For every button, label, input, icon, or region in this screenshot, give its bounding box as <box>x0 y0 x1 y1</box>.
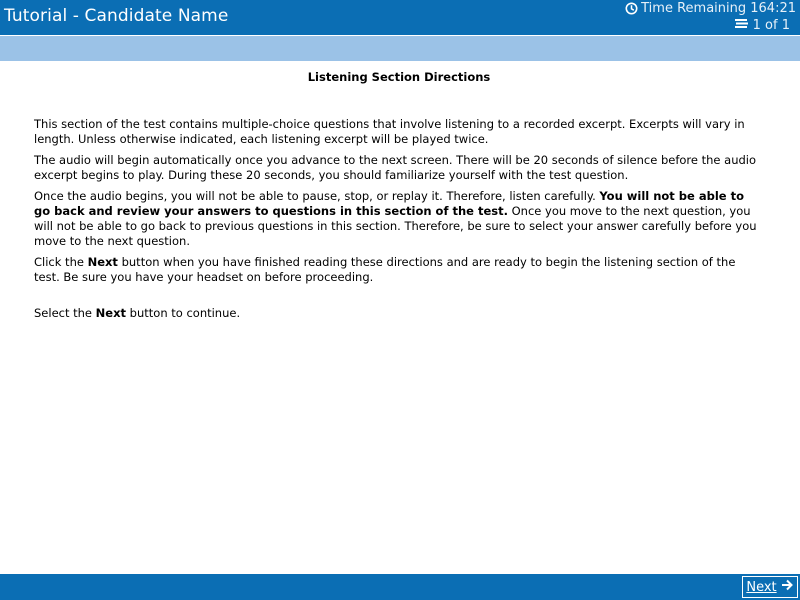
next-button[interactable] <box>742 576 798 598</box>
paragraph-3 <box>34 189 764 249</box>
clock-icon <box>625 2 638 15</box>
paragraph-5-text-b: button to continue. <box>126 306 241 320</box>
footer-bar <box>0 574 800 600</box>
next-button-label: Next <box>746 579 777 595</box>
paragraph-4-text-b: button when you have finished reading these directions and are ready to begin the listening section of the test. Be sure you have your headset on before proceeding. <box>34 255 736 284</box>
paragraph-1: This section of the test contains multiple-choice questions that involve listening to a recorded excerpt. Excerpts will vary in length. Unless otherwise indicated, each listening excerpt will be played twice. <box>34 117 745 146</box>
paragraph-4 <box>34 255 764 285</box>
paragraph-5-text-a: Select the <box>34 306 96 320</box>
toolbar-strip <box>0 36 800 61</box>
paragraph-3-text-b: Once you move to the next question, you will not be able to go back to previous questions in this section. Therefore, be sure to select your answer carefully before you move to the next question. <box>34 204 757 248</box>
page-stack-icon <box>734 18 749 33</box>
paragraph-4-bold: Next <box>87 255 118 269</box>
directions-content <box>34 61 764 327</box>
timer <box>625 1 796 16</box>
timer-label: Time Remaining 164:21 <box>641 1 796 16</box>
app-title: Tutorial - Candidate Name <box>4 6 229 26</box>
paragraph-4-text-a: Click the <box>34 255 88 269</box>
paragraph-5 <box>34 306 764 321</box>
section-title: Listening Section Directions <box>307 70 491 84</box>
paragraph-3-bold: You will not be able to go back and review your answers to questions in this section of the test. <box>34 189 744 218</box>
paragraph-5-bold: Next <box>95 306 127 320</box>
paragraph-3-text-a: Once the audio begins, you will not be able to pause, stop, or replay it. Therefore, listen carefully. <box>34 189 600 203</box>
paragraph-2: The audio will begin automatically once you advance to the next screen. There will be 20 seconds of silence before the audio excerpt begins to play. During these 20 seconds, you should familiarize yourself with the test question. <box>34 153 757 182</box>
header-bar <box>0 0 800 35</box>
arrow-right-icon <box>781 579 794 595</box>
page-count <box>734 18 790 33</box>
page-count-label: 1 of 1 <box>752 18 790 33</box>
